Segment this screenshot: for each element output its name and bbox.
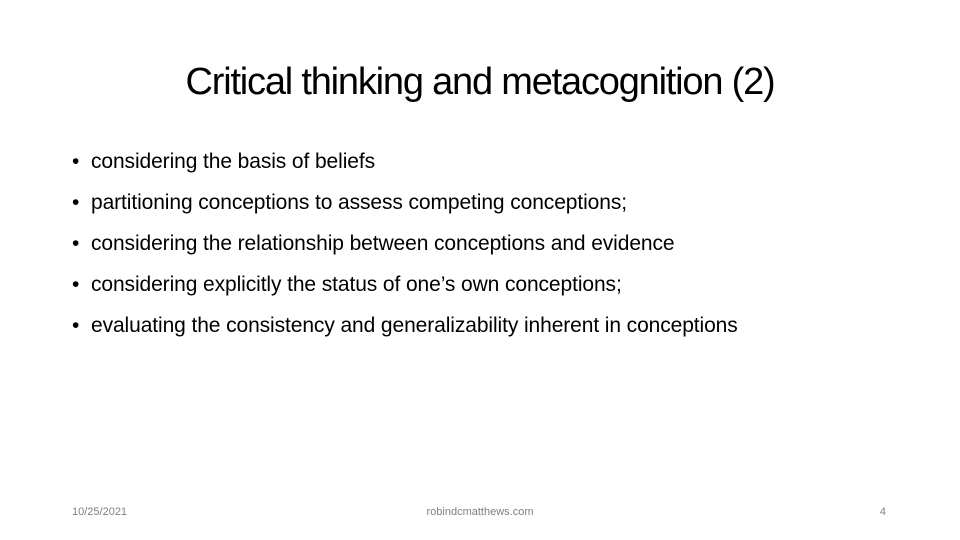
slide-title: Critical thinking and metacognition (2) <box>185 61 775 103</box>
bullet-text: considering the relationship between conceptions and evidence <box>91 232 675 255</box>
bullet-item <box>72 146 892 177</box>
bullet-text: partitioning conceptions to assess competing conceptions; <box>91 191 627 214</box>
bullet-item <box>72 310 892 341</box>
bullet-item <box>72 269 892 300</box>
bullet-item <box>72 187 892 218</box>
bullet-dot-icon: • <box>72 232 80 255</box>
bullet-dot-icon: • <box>72 273 80 296</box>
bullet-text: considering the basis of beliefs <box>91 150 375 173</box>
bullet-text: considering explicitly the status of one’s own conceptions; <box>91 273 622 296</box>
bullet-item <box>72 228 892 259</box>
bullet-dot-icon: • <box>72 314 80 337</box>
footer-date: 10/25/2021 <box>72 506 128 518</box>
footer-page-number: 4 <box>879 506 886 518</box>
bullet-text: evaluating the consistency and generalizability inherent in conceptions <box>91 314 738 337</box>
bullet-list <box>72 146 892 351</box>
bullet-dot-icon: • <box>72 191 80 214</box>
footer-website: robindcmatthews.com <box>426 506 534 518</box>
bullet-dot-icon: • <box>72 150 80 173</box>
